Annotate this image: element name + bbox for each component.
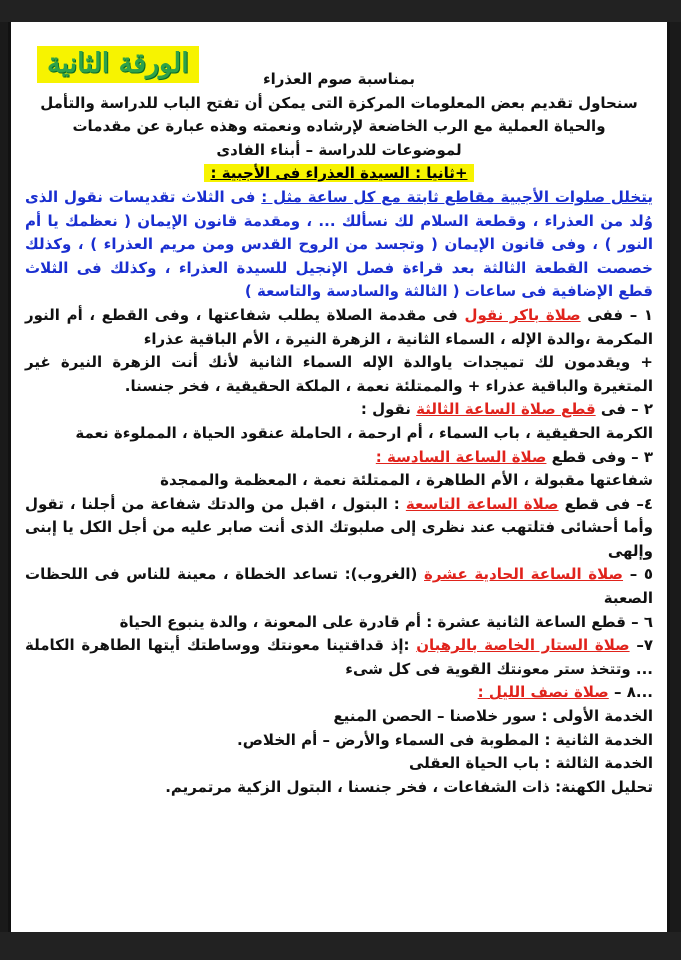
- item-8-heading: صلاة نصف الليل :: [477, 683, 609, 702]
- item-2-tail: نقول :: [360, 400, 411, 419]
- item-7-text: :إذ قداقتينا معونتك ووساطتك أيتها الطاهرة الكاملة ... وتتخذ ستر معونتك القوية فى كل شىء: [25, 636, 653, 678]
- section-title: +ثانيا : السيدة العذراء فى الأجبية :: [204, 164, 473, 182]
- item-8-number: ...٨ –: [614, 683, 653, 702]
- service-2-label: الخدمة الثانية: [555, 730, 653, 749]
- item-4-number: ٤– فى قطع: [564, 494, 653, 513]
- blue-lead: يتخلل صلوات الأجبية مقاطع ثابتة مع كل ساعة مثل :: [261, 187, 653, 206]
- item-1-heading: صلاة باكر نقول: [464, 305, 581, 324]
- item-2-heading: قطع صلاة الساعة الثالثة: [416, 400, 596, 419]
- document-page: [8, 22, 670, 932]
- blue-paragraph: [25, 186, 653, 304]
- item-5-number: ٥ –: [629, 565, 653, 584]
- service-1: [25, 705, 653, 729]
- item-3: [25, 446, 653, 470]
- item-4: [25, 493, 653, 564]
- intro-line-2: والحياة العملية مع الرب الخاضعة لإرشاده ونعمته وهذه عبارة عن مقدمات: [72, 117, 606, 136]
- item-3-heading: صلاة الساعة السادسة :: [375, 447, 547, 466]
- item-5-heading: صلاة الساعة الحادية عشرة: [424, 565, 624, 584]
- document-body: [25, 28, 653, 799]
- intro-occasion: بمناسبة صوم العذراء: [262, 70, 416, 88]
- item-1-number: ١ – ففى: [587, 305, 653, 324]
- absolution-line: تحليل الكهنة: ذات الشفاعات ، فخر جنسنا ، البتول الزكية مرتمريم.: [165, 777, 653, 796]
- item-2: [25, 398, 653, 422]
- item-2-number: ٢ – فى: [600, 400, 653, 419]
- bottom-frame-bar: [0, 932, 681, 960]
- item-1-text: فى مقدمة الصلاة يطلب شفاعتها ، وفى القطع ، أم النور المكرمة ،والدة الإله ، السماء الثانية ، الزهرة النيرة ، الأم الباقية عذراء: [25, 305, 653, 348]
- intro-line-1: سنحاول تقديم بعض المعلومات المركزة التى يمكن أن تفتح الباب للدراسة والتأمل: [40, 93, 638, 112]
- item-5-text: (الغروب): تساعد الخطاة ، معينة للناس فى اللحظات الصعبة: [25, 565, 653, 608]
- service-2-text: : المطوبة فى السماء والأرض – أم الخلاص.: [237, 730, 551, 749]
- service-3-text: : باب الحياة العقلى: [408, 754, 551, 773]
- item-7: [25, 634, 653, 681]
- service-1-label: الخدمة الأولى: [552, 707, 653, 726]
- blue-body: فى الثلاث تقديسات نقول الذى وُلد من العذراء ، وقطعة السلام لك نسألك ... ، ومقدمة قانون الإيمان ( نعظمك يا أم النور ) ، وفى قانون الإيمان ( وتجسد من الروح القدس ومن مريم العذراء ) ، وكذلك خصصت القطعة الثالثة بعد قراءة فصل الإنجيل للسيدة العذراء ، وكذلك فى الثلاث قطع الإضافية فى ساعات ( الثالثة والسادسة والتاسعة ): [25, 187, 653, 301]
- intro-line-3: لموضوعات للدراسة – أبناء الفادى: [216, 140, 462, 159]
- item-5: [25, 563, 653, 610]
- item-3-number: ٣ – وفى قطع: [551, 447, 653, 466]
- top-frame-bar: [0, 0, 681, 22]
- item-3-text: شفاعتها مقبولة ، الأم الطاهرة ، الممتلئة نعمة ، المعظمة والممجدة: [160, 471, 653, 490]
- service-3: [25, 752, 653, 776]
- section-title-row: [25, 162, 653, 186]
- service-2: [25, 729, 653, 753]
- item-4-heading: صلاة الساعة التاسعة: [405, 494, 559, 513]
- item-2-text: الكرمة الحقيقية ، باب السماء ، أم ارحمة ، الحاملة عنقود الحياة ، المملوءة نعمة: [75, 423, 653, 442]
- item-1: [25, 304, 653, 351]
- sheet-title-badge: الورقة الثانية: [37, 46, 199, 83]
- item-7-heading: صلاة الستار الخاصة بالرهبان: [416, 636, 630, 655]
- service-1-text: : سور خلاصنا – الحصن المنيع: [333, 707, 548, 726]
- item-8: [25, 681, 653, 705]
- item-1-continuation: + ويقدمون لك تميجدات ياوالدة الإله السماء الثانية لأنك أنت الزهرة النيرة غير المتغيرة والباقية عذراء + والممتلئة نعمة ، الملكة الحقيقية ، فخر جنسنا.: [25, 353, 653, 395]
- item-4-text: : البتول ، اقبل من والدتك شفاعة من أجلنا ، تقول وأما أحشائى فتلتهب عند نظرى إلى صلبوتك الذى أنت صابر عليه من أجل الكل يا إبنى وإلهى: [25, 494, 653, 560]
- service-3-label: الخدمة الثالثة: [555, 754, 653, 773]
- item-6: ٦ – قطع الساعة الثانية عشرة : أم قادرة على المعونة ، والدة ينبوع الحياة: [119, 612, 653, 631]
- item-7-number: ٧–: [636, 636, 653, 655]
